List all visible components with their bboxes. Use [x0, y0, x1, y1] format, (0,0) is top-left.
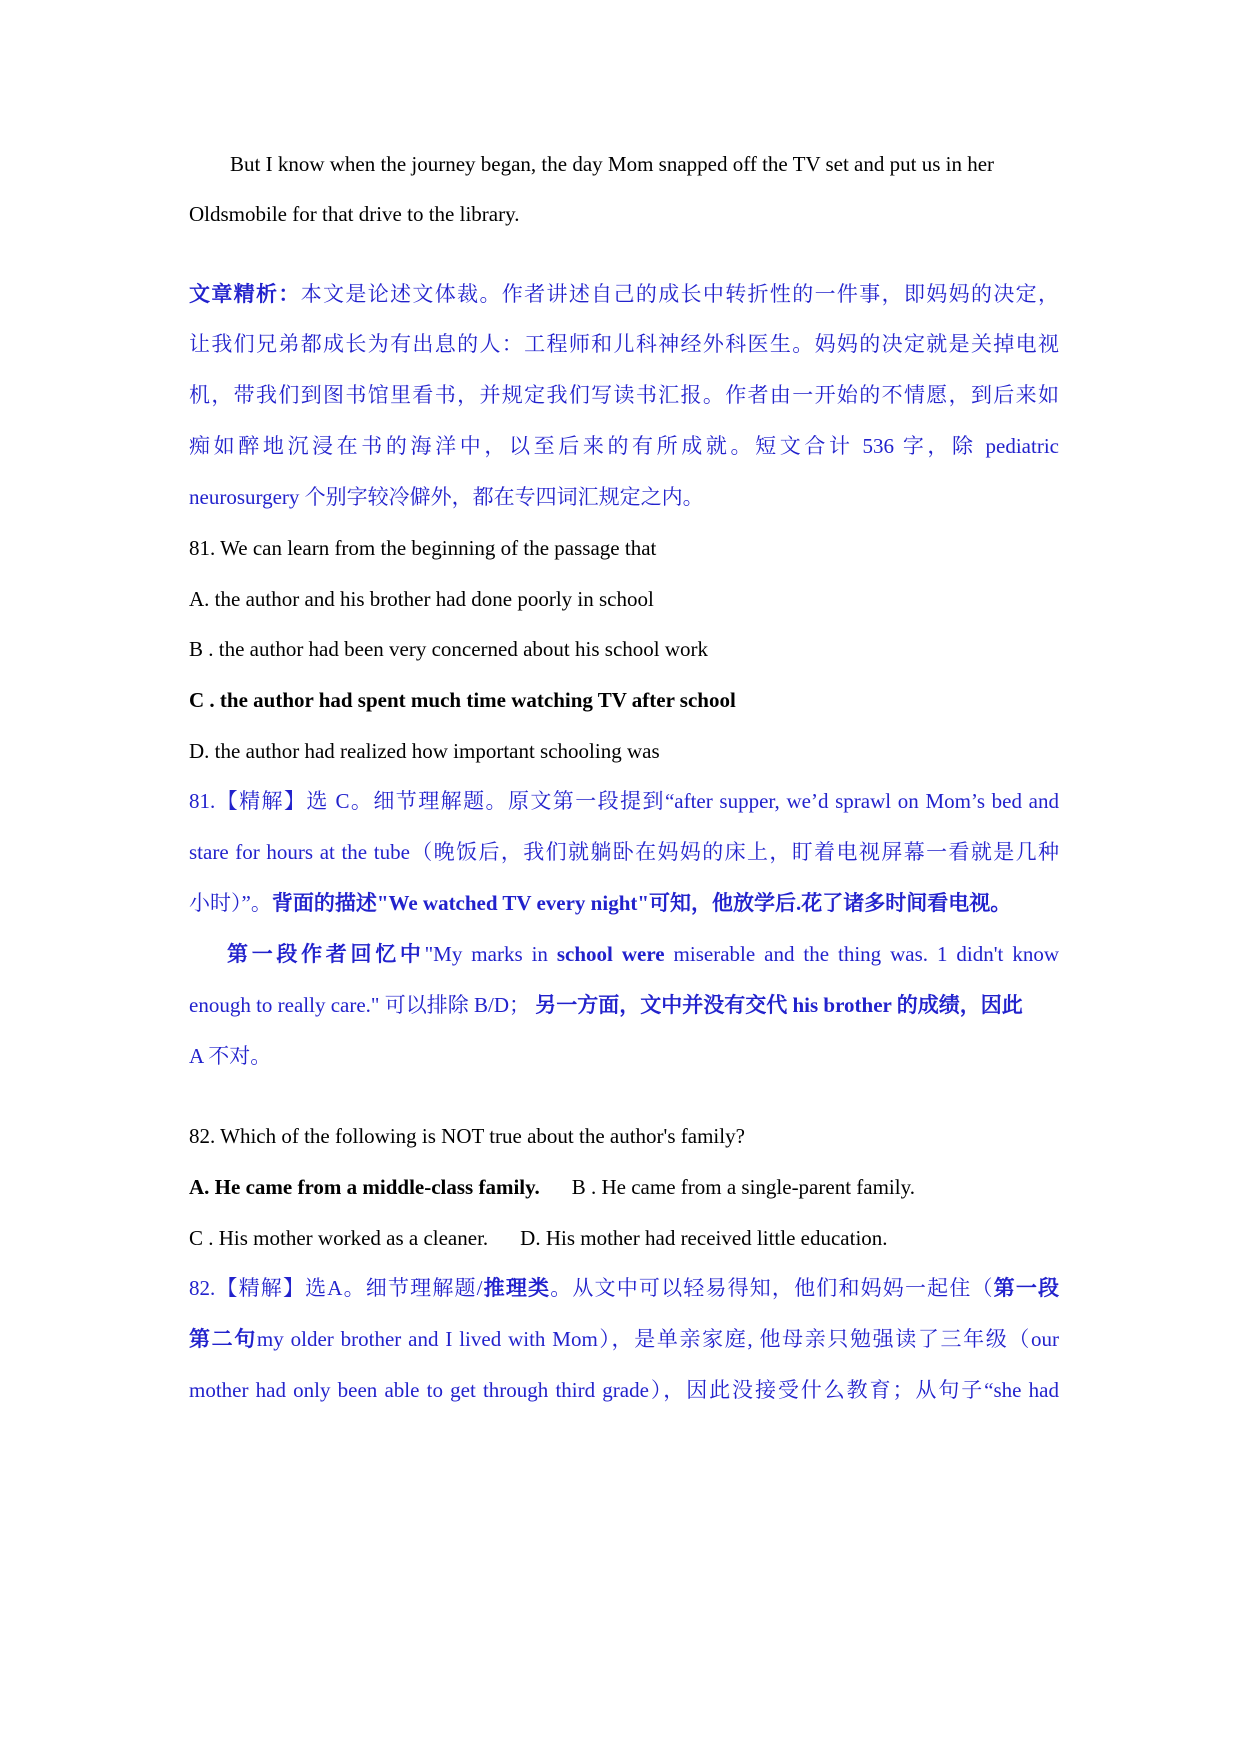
- q82-options-ab: [189, 1172, 1059, 1202]
- analysis-line-4: 痴如醉地沉浸在书的海洋中，以至后来的有所成就。短文合计 536 字，除 pediatric: [189, 434, 1059, 458]
- q81-explanation-line-6: A 不对。: [189, 1044, 272, 1068]
- q82-explanation-2b: my older brother and I lived with Mom），是单亲家庭: [256, 1327, 748, 1351]
- passage-ending-line-2: Oldsmobile for that drive to the library.: [189, 202, 520, 226]
- q82-option-c: C . His mother worked as a cleaner.: [189, 1226, 489, 1250]
- q81-option-c-answer: C . the author had spent much time watching TV after school: [189, 688, 736, 712]
- q81-explanation-line-1: 81.【精解】选 C。细节理解题。原文第一段提到“after supper, we’d sprawl on Mom’s bed and: [189, 789, 1059, 813]
- q81-explanation-line-3: [189, 888, 1059, 918]
- q82-explanation-line-1: [189, 1273, 1059, 1303]
- q82-explanation-1a: 82.【精解】选A。细节理解题/: [189, 1276, 483, 1300]
- q81-explanation-5a: enough to really care." 可以排除 B/D；: [189, 993, 530, 1017]
- q82-option-a-answer: A. He came from a middle-class family.: [189, 1175, 540, 1199]
- q81-explanation-4a: 第一段作者回忆中: [227, 942, 425, 966]
- q82-options-cd: [189, 1223, 1059, 1253]
- q82-option-b: B . He came from a single-parent family.: [571, 1175, 915, 1199]
- q82-explanation-1d: 第一段: [993, 1276, 1060, 1300]
- q82-option-d: D. His mother had received little education.: [520, 1226, 888, 1250]
- q81-explanation-4c: school were: [556, 942, 665, 966]
- analysis-label: 文章精析：: [189, 282, 301, 306]
- q81-explanation-line-4: [227, 939, 1059, 969]
- passage-ending-line-1: But I know when the journey began, the day Mom snapped off the TV set and put us in her: [230, 152, 995, 176]
- q81-explanation-line-2: stare for hours at the tube（晚饭后，我们就躺卧在妈妈的床上，盯着电视屏幕一看就是几种: [189, 840, 1059, 864]
- q82-explanation-line-2: [189, 1324, 1059, 1354]
- analysis-line-5: neurosurgery 个别字较冷僻外，都在专四词汇规定之内。: [189, 485, 704, 509]
- analysis-line-3: 机，带我们到图书馆里看书，并规定我们写读书汇报。作者由一开始的不情愿，到后来如: [189, 383, 1059, 407]
- q81-option-b: B . the author had been very concerned about his school work: [189, 637, 709, 661]
- q81-option-a: A. the author and his brother had done poorly in school: [189, 587, 654, 611]
- q82-stem: 82. Which of the following is NOT true about the author's family?: [189, 1124, 745, 1148]
- q82-explanation-2c: , 他母亲只勉强读了三年级（our: [747, 1327, 1060, 1351]
- q81-explanation-3b: 背面的描述"We watched TV every night"可知，他放学后.花了诸多时间看电视。: [271, 891, 1012, 915]
- q82-explanation-2a: 第二句: [189, 1327, 257, 1351]
- analysis-text-1: 本文是论述文体裁。作者讲述自己的成长中转折性的一件事，即妈妈的决定，: [300, 282, 1060, 306]
- q81-stem: 81. We can learn from the beginning of the passage that: [189, 536, 657, 560]
- q82-explanation-1c: 。从文中可以轻易得知，他们和妈妈一起住（: [550, 1276, 994, 1300]
- analysis-line-2: 让我们兄弟都成长为有出息的人：工程师和儿科神经外科医生。妈妈的决定就是关掉电视: [189, 332, 1059, 356]
- analysis-line-1: [189, 279, 1059, 309]
- q81-explanation-4b: "My marks in: [424, 942, 557, 966]
- q82-explanation-line-3: mother had only been able to get through third grade），因此没接受什么教育；从句子“she had: [189, 1378, 1059, 1402]
- q81-explanation-3a: 小时）”。: [189, 891, 272, 915]
- q81-explanation-5b: 另一方面，文中并没有交代 his brother 的成绩，因此: [530, 993, 1023, 1017]
- q81-explanation-4d: miserable and the thing was. 1 didn't know: [664, 942, 1060, 966]
- q81-option-d: D. the author had realized how important schooling was: [189, 739, 660, 763]
- q81-explanation-line-5: [189, 990, 1059, 1020]
- q82-explanation-1b: 推理类: [482, 1276, 551, 1300]
